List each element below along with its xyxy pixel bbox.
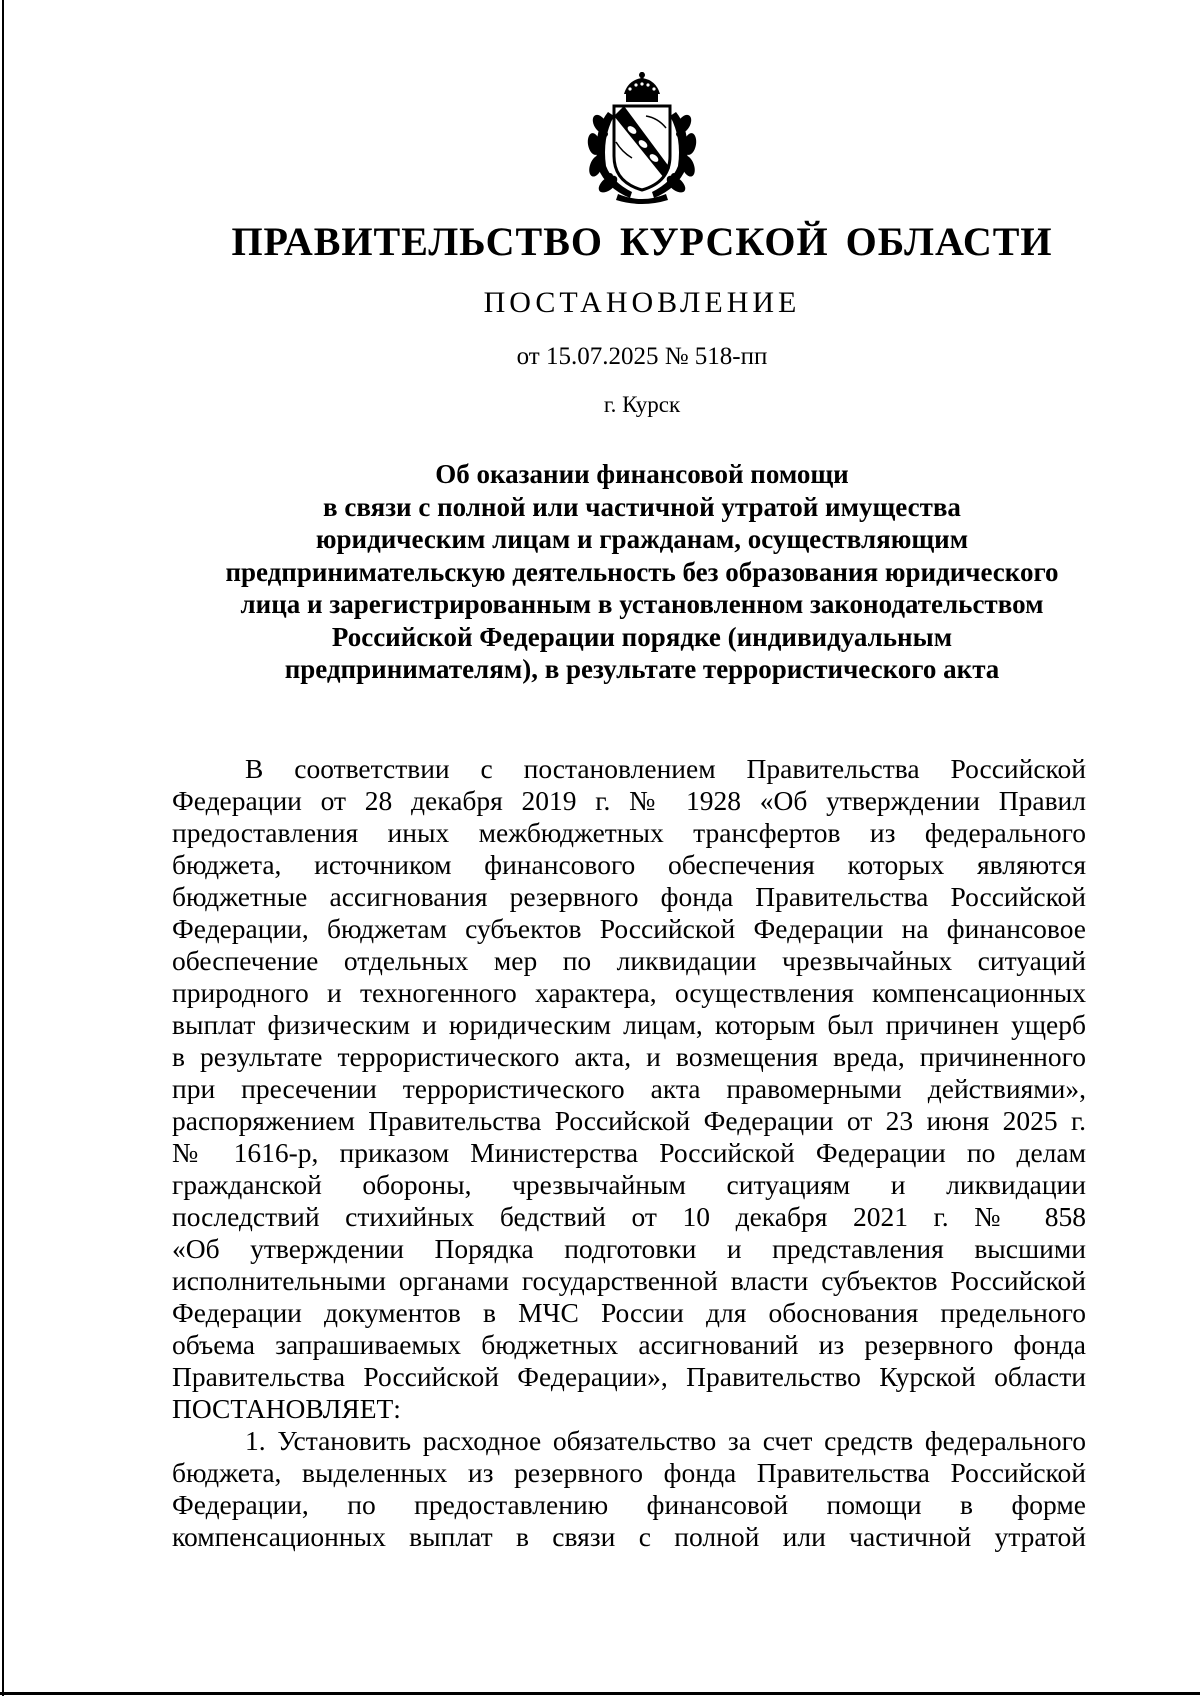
body-line: В соответствии с постановлением Правительства Российской	[245, 753, 1086, 784]
crown-icon	[624, 72, 660, 102]
shield-icon	[614, 106, 670, 190]
document-city: г. Курск	[603, 392, 681, 417]
subject-line: Об оказании финансовой помощи	[435, 459, 849, 489]
resolution-keyword: ПОСТАНОВЛЯЕТ:	[172, 1393, 401, 1424]
body-line: бюджета, выделенных из резервного фонда Правительства Российской	[172, 1457, 1086, 1488]
subject-line: Российской Федерации порядке (индивидуальным	[331, 621, 953, 652]
body-line: Федерации от 28 декабря 2019 г. № 1928 «Об утверждении Правил	[172, 785, 1086, 816]
body-line: 1. Установить расходное обязательство за счет средств федерального	[245, 1425, 1086, 1456]
body-line: предоставления иных межбюджетных трансфертов из федерального	[172, 817, 1086, 848]
government-title: ПРАВИТЕЛЬСТВО КУРСКОЙ ОБЛАСТИ	[231, 219, 1053, 264]
document-date-number: от 15.07.2025 № 518-пп	[516, 343, 768, 370]
body-line: выплат физическим и юридическим лицам, которым был причинен ущерб	[172, 1009, 1086, 1040]
body-line: природного и техногенного характера, осуществления компенсационных	[172, 977, 1086, 1008]
body-line: компенсационных выплат в связи с полной или частичной утратой	[172, 1521, 1086, 1552]
subject-line: предпринимательскую деятельность без образования юридического	[225, 556, 1059, 587]
body-line: в результате террористического акта, и возмещения вреда, причиненного	[172, 1041, 1086, 1072]
body-line: при пресечении террористического акта правомерными действиями»,	[172, 1073, 1086, 1104]
subject-line: лица и зарегистрированным в установленном законодательством	[240, 589, 1044, 619]
body-line: исполнительными органами государственной власти субъектов Российской	[172, 1265, 1086, 1296]
coat-of-arms-emblem	[572, 72, 712, 204]
body-line: Правительства Российской Федерации», Правительство Курской области	[172, 1361, 1086, 1392]
body-line: обеспечение отдельных мер по ликвидации чрезвычайных ситуаций	[172, 945, 1086, 976]
item-1-paragraph	[172, 1425, 1086, 1553]
body-line: гражданской обороны, чрезвычайным ситуациям и ликвидации	[172, 1169, 1086, 1200]
preamble-paragraph	[172, 753, 1086, 1425]
body-line: Федерации, бюджетам субъектов Российской Федерации на финансовое	[172, 913, 1086, 944]
document-body	[172, 753, 1086, 1553]
body-line: Федерации, по предоставлению финансовой помощи в форме	[172, 1489, 1086, 1520]
body-line: бюджетные ассигнования резервного фонда Правительства Российской	[172, 881, 1086, 912]
document-subject	[150, 458, 1134, 686]
body-line: бюджета, источником финансового обеспечения которых являются	[172, 849, 1086, 880]
document-type: ПОСТАНОВЛЕНИЕ	[483, 286, 801, 319]
page-border-bottom	[0, 1692, 1200, 1695]
subject-line: предпринимателям), в результате террористического акта	[284, 654, 1000, 684]
subject-line: в связи с полной или частичной утратой имущества	[323, 491, 961, 522]
body-line: «Об утверждении Порядка подготовки и представления высшими	[172, 1233, 1086, 1264]
body-line: Федерации документов в МЧС России для обоснования предельного	[172, 1297, 1086, 1328]
subject-line: юридическим лицам и гражданам, осуществляющим	[315, 524, 969, 554]
body-line: объема запрашиваемых бюджетных ассигнований из резервного фонда	[172, 1329, 1086, 1360]
body-line: последствий стихийных бедствий от 10 декабря 2021 г. № 858	[172, 1201, 1086, 1232]
body-line: № 1616-р, приказом Министерства Российской Федерации по делам	[172, 1137, 1086, 1168]
body-line: распоряжением Правительства Российской Федерации от 23 июня 2025 г.	[172, 1105, 1086, 1136]
